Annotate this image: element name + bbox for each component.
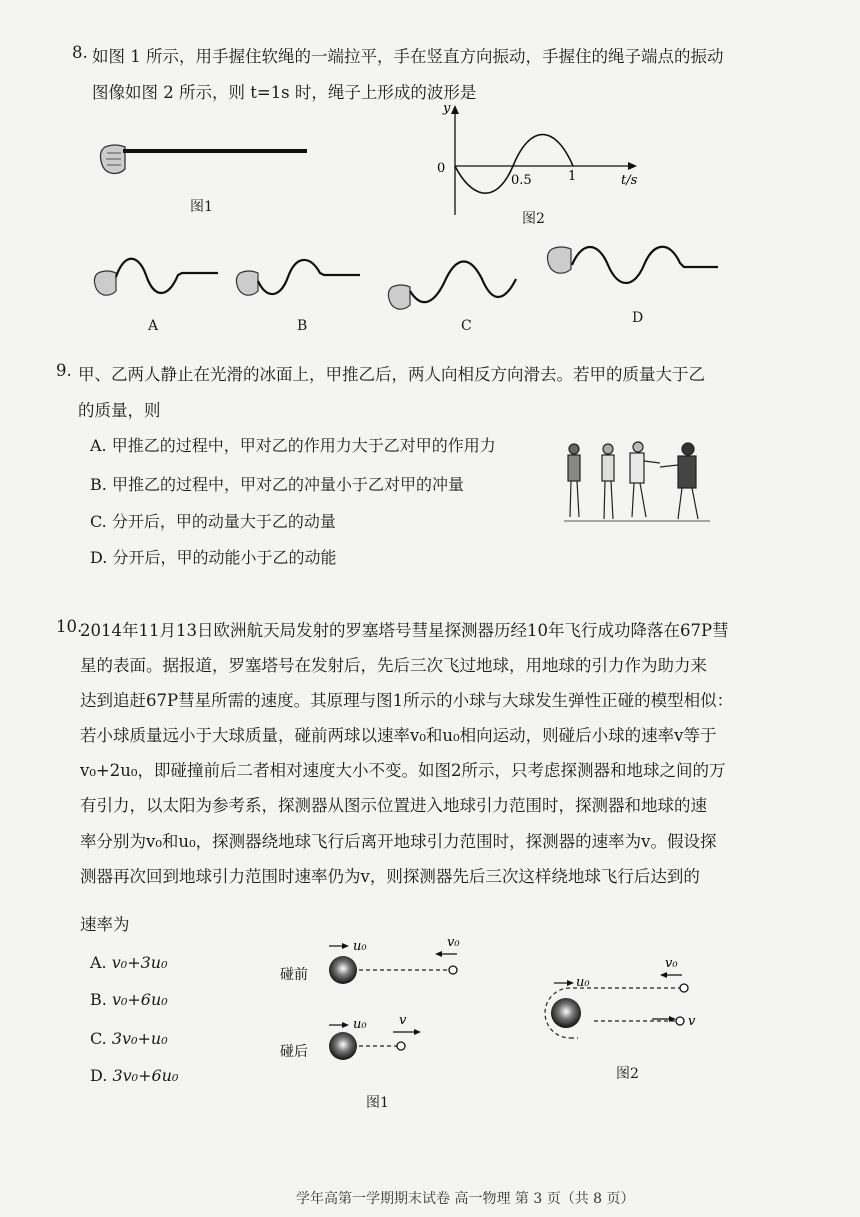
svg-text:u₀: u₀ — [353, 939, 367, 954]
q10-line6: 有引力，以太阳为参考系，探测器从图示位置进入地球引力范围时，探测器和地球的速 — [80, 796, 707, 815]
q10-line5: v₀+2u₀，即碰撞前后二者相对速度大小不变。如图2所示，只考虑探测器和地球之间的万 — [80, 761, 726, 780]
svg-text:v₀: v₀ — [447, 935, 460, 950]
page-footer: 学年高第一学期期末试卷 高一物理 第 3 页（共 8 页） — [296, 1191, 635, 1207]
q8-option-a-figure — [90, 245, 230, 305]
q10-figure1 — [275, 930, 485, 1070]
q10-fig1-before-label: 碰前 — [280, 967, 308, 983]
q9-option-c: C. 分开后，甲的动量大于乙的动量 — [90, 512, 336, 531]
small-ball — [397, 1042, 405, 1050]
q10-line8: 测器再次回到地球引力范围时速率仍为v，则探测器先后三次这样绕地球飞行后达到的 — [80, 867, 700, 886]
large-ball — [329, 956, 357, 984]
q8-option-c-label: C — [461, 318, 472, 334]
hand-icon — [388, 285, 410, 309]
svg-text:u₀: u₀ — [353, 1017, 367, 1032]
large-ball — [329, 1032, 357, 1060]
q10-option-c: C. 3v₀+u₀ — [90, 1029, 168, 1048]
q10-fig2-caption: 图2 — [616, 1066, 639, 1082]
svg-text:v₀: v₀ — [665, 956, 678, 971]
q9-option-d: D. 分开后，甲的动能小于乙的动能 — [90, 548, 337, 567]
earth-ball — [551, 998, 581, 1028]
svg-text:u₀: u₀ — [576, 975, 590, 990]
q10-line2: 星的表面。据报道，罗塞塔号在发射后，先后三次飞过地球，用地球的引力作为助力来 — [80, 656, 707, 675]
q10-option-b: B. v₀+6u₀ — [90, 990, 168, 1009]
hand-icon — [548, 247, 572, 273]
q8-fig2-y-label: y — [443, 101, 451, 116]
q8-option-a-label: A — [148, 318, 159, 334]
q10-line1: 2014年11月13日欧洲航天局发射的罗塞塔号彗星探测器历经10年飞行成功降落在67P彗 — [80, 621, 729, 640]
q9-skaters-illustration — [560, 435, 720, 527]
q8-option-d-label: D — [632, 310, 644, 326]
q10-line3: 达到追赶67P彗星所需的速度。其原理与图1所示的小球与大球发生弹性正碰的模型相似： — [80, 691, 734, 710]
q8-option-b-figure — [232, 245, 372, 305]
svg-text:v: v — [688, 1014, 696, 1029]
q10-line9: 速率为 — [80, 915, 130, 934]
q8-option-d-figure — [542, 235, 727, 295]
q9-line1: 甲、乙两人静止在光滑的冰面上，甲推乙后，两人向相反方向滑去。若甲的质量大于乙 — [78, 365, 705, 384]
q8-line2: 图像如图 2 所示，则 t=1s 时，绳子上形成的波形是 — [92, 83, 477, 102]
q9-option-b: B. 甲推乙的过程中，甲对乙的冲量小于乙对甲的冲量 — [90, 475, 464, 494]
q9-option-a: A. 甲推乙的过程中，甲对乙的作用力大于乙对甲的作用力 — [90, 436, 496, 455]
q8-fig2-tick1: 0.5 — [511, 173, 532, 188]
q10-fig1-caption: 图1 — [366, 1095, 389, 1111]
q9-line2: 的质量，则 — [78, 401, 161, 420]
q10-option-a: A. v₀+3u₀ — [90, 953, 168, 972]
svg-text:v: v — [399, 1013, 407, 1028]
q8-fig2-x-label: t/s — [621, 173, 638, 188]
q8-line1: 如图 1 所示，用手握住软绳的一端拉平，手在竖直方向振动，手握住的绳子端点的振动 — [92, 47, 724, 66]
q8-option-c-figure — [384, 245, 534, 315]
q10-figure2 — [530, 955, 710, 1045]
q8-fig2-origin: 0 — [437, 161, 446, 176]
q8-number: 8. — [72, 43, 88, 62]
q8-fig2-tick2: 1 — [568, 169, 577, 184]
q10-line7: 率分别为v₀和u₀，探测器绕地球飞行后离开地球引力范围时，探测器的速率为v。假设探 — [80, 832, 717, 851]
hand-icon — [101, 145, 126, 174]
q8-option-b-label: B — [297, 318, 308, 334]
q8-fig2-caption: 图2 — [522, 211, 545, 227]
q10-number: 10. — [56, 617, 83, 636]
q8-fig1-caption: 图1 — [190, 199, 213, 215]
hand-icon — [236, 271, 258, 295]
small-ball — [449, 966, 457, 974]
q10-fig1-after-label: 碰后 — [280, 1044, 308, 1060]
q8-figure1 — [95, 135, 315, 185]
q10-option-d: D. 3v₀+6u₀ — [90, 1066, 179, 1085]
q8-figure2 — [425, 100, 655, 220]
q9-number: 9. — [56, 361, 72, 380]
hand-icon — [94, 271, 116, 295]
q10-line4: 若小球质量远小于大球质量，碰前两球以速率v₀和u₀相向运动，则碰后小球的速率v等于 — [80, 726, 717, 745]
